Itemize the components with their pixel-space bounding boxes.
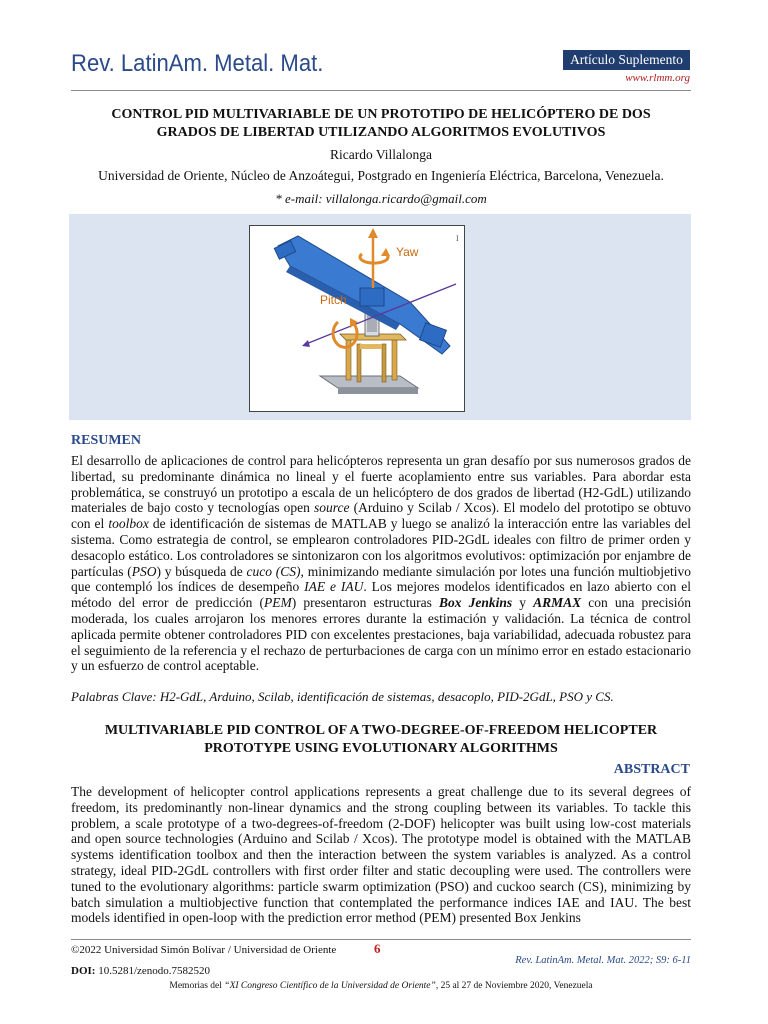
- header-divider: [71, 90, 691, 91]
- memorias-post: , 25 al 27 de Noviembre 2020, Venezuela: [435, 981, 593, 991]
- proceedings-note: [71, 981, 691, 991]
- resumen-text: ) presentaron estructuras: [291, 595, 440, 611]
- author-name: Ricardo Villalonga: [329, 147, 433, 162]
- figure-mark: I: [456, 234, 459, 243]
- journal-url[interactable]: www.rlmm.org: [625, 72, 690, 84]
- resumen-text: con una precisión moderada, los cuales arrojaron los menores errores durante la estimación y validación. La técnica de control aplicada permite obtener controladores PID con excelentes prestaciones, baja variabilidad, adecuada robustez para el seguimiento de la referencia y el rechazo de perturbaciones de carga con un mínimo error en estado estacionario y un esfuerzo de control aceptable.: [71, 595, 691, 674]
- resumen-text: ) y búsqueda de: [156, 563, 247, 579]
- resumen-italic: source: [314, 500, 350, 516]
- doi-value[interactable]: 10.5281/zenodo.7582520: [98, 965, 211, 977]
- citation: Rev. LatinAm. Metal. Mat. 2022; S9: 6-11: [515, 955, 691, 966]
- keywords: Palabras Clave: H2-GdL, Arduino, Scilab, identificación de sistemas, desacoplo, PID-2GdL, PSO y CS.: [71, 689, 614, 704]
- abstract-heading: ABSTRACT: [613, 762, 690, 777]
- resumen-italic: ARMAX: [533, 595, 582, 611]
- paper-title-en: [71, 722, 691, 758]
- abstract-body: The development of helicopter control applications represents a great challenge due to its several degrees of freedom, its predominantly non-linear dynamics and the strong coupling between its variables. To tackle this problem, a scale prototype of a two-degrees-of-freedom (2-DOF) helicopter was built using low-cost materials and open source technologies (Arduino and Scilab / Xcos). The prototype model is obtained with the MATLAB systems identification toolbox and then the interaction between the system variables is analyzed. As a control strategy, ideal PID-2GdL controllers with first order filter and static decoupling were used. The controllers were tuned to the evolutionary algorithms: particle swarm optimization (PSO) and cuckoo search (CS), minimizing by batch simulation a multiobjective function that contemplated the performance indices IAE and IAU. The best models identified in open-loop with the prediction error method (PEM) presented Box Jenkins: [71, 784, 691, 926]
- resumen-italic: toolbox: [108, 516, 149, 532]
- title-en-line-1: MULTIVARIABLE PID CONTROL OF A TWO-DEGREE-OF-FREEDOM HELICOPTER: [104, 723, 658, 738]
- resumen-heading: RESUMEN: [71, 433, 142, 448]
- resumen-text: (Arduino y Scilab / Xcos). El modelo del prototipo se obtuvo con el: [71, 500, 692, 532]
- page-number: 6: [374, 941, 381, 956]
- title-es-line-2: GRADOS DE LIBERTAD UTILIZANDO ALGORITMOS EVOLUTIVOS: [156, 125, 606, 140]
- helicopter-prototype-figure: [249, 225, 465, 412]
- paper-title-es: [71, 106, 691, 142]
- resumen-italic: Box Jenkins: [439, 595, 513, 611]
- article-type-badge: Artículo Suplemento: [563, 50, 690, 70]
- resumen-italic: PSO: [131, 563, 157, 579]
- resumen-text: y: [512, 595, 534, 611]
- journal-name: Rev. LatinAm. Metal. Mat.: [71, 50, 324, 77]
- resumen-text: , minimizando mediante simulación por lotes una función multiobjetivo que contempló los índices de desempeño: [71, 563, 691, 595]
- resumen-text: de identificación de sistemas de MATLAB y luego se analizó la interacción entre las variables del sistema. Como estrategia de control, se emplearon controladores PID-2GdL ideales con filtro de primer orden y desacoplo estático. Los controladores se sintonizaron con los algoritmos evolutivos: optimización por enjambre de partículas (: [71, 516, 691, 579]
- resumen-italic: cuco (CS): [246, 563, 301, 579]
- pitch-label: Pitch: [320, 293, 347, 307]
- copyright: ©2022 Universidad Simón Bolívar / Universidad de Oriente: [71, 944, 337, 956]
- doi-label: DOI:: [71, 965, 96, 977]
- helicopter-prototype-illustration: [250, 226, 464, 411]
- doi: [71, 965, 210, 977]
- title-en-line-2: PROTOTYPE USING EVOLUTIONARY ALGORITHMS: [204, 741, 558, 756]
- resumen-body: [71, 453, 691, 674]
- author-affiliation: Universidad de Oriente, Núcleo de Anzoátegui, Postgrado en Ingeniería Eléctrica, Barcelona, Venezuela.: [98, 168, 664, 183]
- resumen-italic: IAE e IAU: [304, 579, 364, 595]
- author-email[interactable]: * e-mail: villalonga.ricardo@gmail.com: [275, 191, 487, 206]
- footer-divider: [71, 939, 691, 940]
- yaw-label: Yaw: [396, 245, 419, 259]
- resumen-italic: PEM: [264, 595, 292, 611]
- title-es-line-1: CONTROL PID MULTIVARIABLE DE UN PROTOTIPO DE HELICÓPTERO DE DOS: [111, 107, 651, 122]
- memorias-event: “XI Congreso Científico de la Universidad de Oriente”: [224, 981, 436, 991]
- resumen-text: El desarrollo de aplicaciones de control para helicópteros representa un gran desafío por sus numerosos grados de libertad, su predominante dinámica no lineal y el fuerte acoplamiento entre sus variables. Para abordar esta problemática, se construyó un prototipo a escala de un helicóptero de dos grados de libertad (H2-GdL) utilizando materiales de bajo costo y tecnologías open: [71, 453, 691, 516]
- resumen-text: . Los mejores modelos identificados en lazo abierto con el método del error de predicción (: [71, 579, 691, 611]
- memorias-pre: Memorias del: [169, 981, 225, 991]
